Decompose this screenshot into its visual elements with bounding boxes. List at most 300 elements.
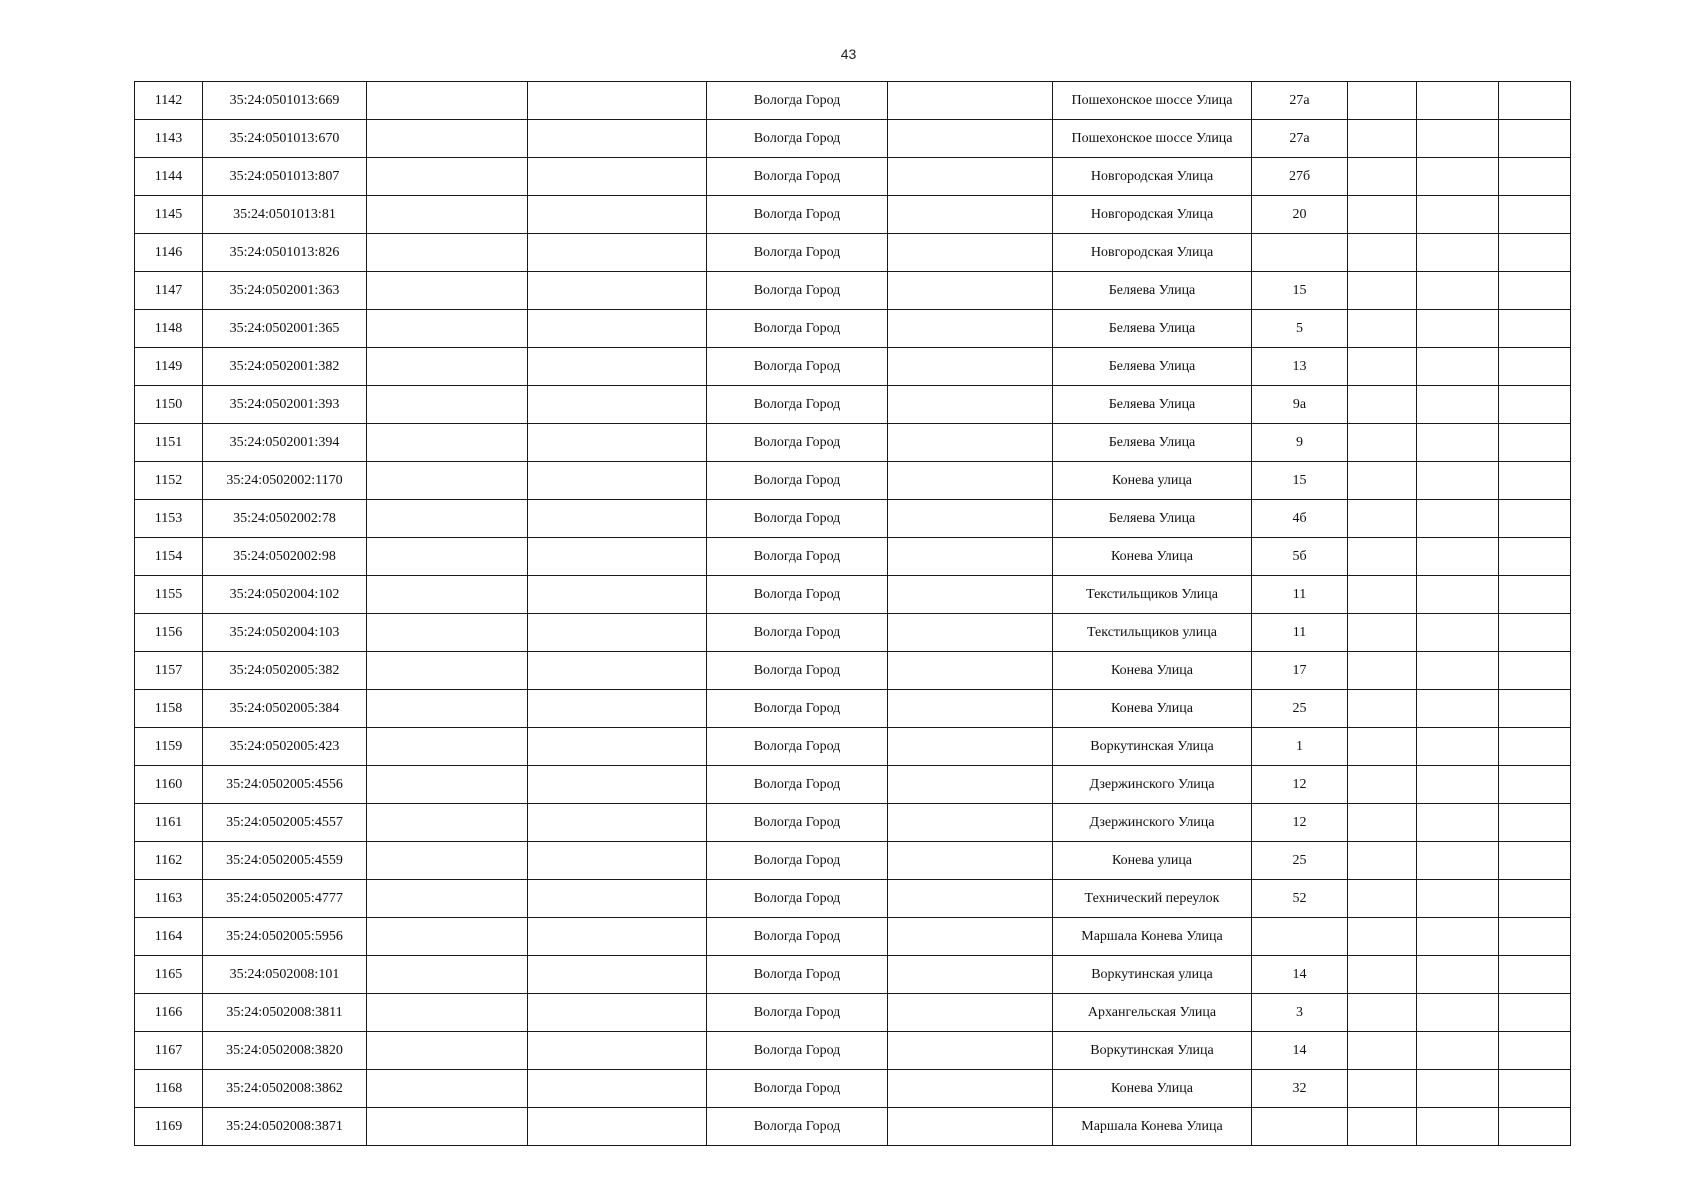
- empty-cell: [1348, 918, 1417, 956]
- house-number-cell: 27б: [1252, 158, 1348, 196]
- empty-cell: [1348, 652, 1417, 690]
- city-cell: Вологда Город: [707, 310, 888, 348]
- row-number-cell: 1154: [135, 538, 203, 576]
- street-cell: Беляева Улица: [1053, 424, 1252, 462]
- empty-cell: [1499, 386, 1571, 424]
- empty-cell: [528, 690, 707, 728]
- empty-cell: [888, 82, 1053, 120]
- row-number-cell: 1146: [135, 234, 203, 272]
- empty-cell: [888, 462, 1053, 500]
- empty-cell: [528, 956, 707, 994]
- street-cell: Беляева Улица: [1053, 386, 1252, 424]
- cadastral-number-cell: 35:24:0502001:365: [203, 310, 367, 348]
- cadastral-number-cell: 35:24:0502001:393: [203, 386, 367, 424]
- house-number-cell: 27а: [1252, 82, 1348, 120]
- city-cell: Вологда Город: [707, 500, 888, 538]
- row-number-cell: 1169: [135, 1108, 203, 1146]
- empty-cell: [1417, 766, 1499, 804]
- empty-cell: [1417, 918, 1499, 956]
- city-cell: Вологда Город: [707, 386, 888, 424]
- page-number: 43: [840, 46, 857, 62]
- city-cell: Вологда Город: [707, 576, 888, 614]
- cadastral-number-cell: 35:24:0502005:4556: [203, 766, 367, 804]
- house-number-cell: 11: [1252, 576, 1348, 614]
- cadastral-number-cell: 35:24:0502001:394: [203, 424, 367, 462]
- empty-cell: [367, 804, 528, 842]
- empty-cell: [1348, 880, 1417, 918]
- street-cell: Новгородская Улица: [1053, 234, 1252, 272]
- street-cell: Конева улица: [1053, 842, 1252, 880]
- empty-cell: [1499, 994, 1571, 1032]
- empty-cell: [1499, 956, 1571, 994]
- empty-cell: [1499, 462, 1571, 500]
- empty-cell: [888, 652, 1053, 690]
- cadastral-number-cell: 35:24:0502008:3862: [203, 1070, 367, 1108]
- table-row: [135, 234, 1571, 272]
- empty-cell: [1499, 424, 1571, 462]
- empty-cell: [367, 918, 528, 956]
- house-number-cell: [1252, 1108, 1348, 1146]
- city-cell: Вологда Город: [707, 690, 888, 728]
- cadastral-number-cell: 35:24:0502005:4557: [203, 804, 367, 842]
- street-cell: Архангельская Улица: [1053, 994, 1252, 1032]
- table-row: [135, 348, 1571, 386]
- city-cell: Вологда Город: [707, 804, 888, 842]
- empty-cell: [888, 348, 1053, 386]
- table-row: [135, 500, 1571, 538]
- empty-cell: [1499, 728, 1571, 766]
- empty-cell: [1417, 234, 1499, 272]
- empty-cell: [1417, 690, 1499, 728]
- empty-cell: [888, 1108, 1053, 1146]
- empty-cell: [1348, 234, 1417, 272]
- row-number-cell: 1152: [135, 462, 203, 500]
- cadastral-number-cell: 35:24:0502008:3871: [203, 1108, 367, 1146]
- city-cell: Вологда Город: [707, 348, 888, 386]
- empty-cell: [367, 576, 528, 614]
- empty-cell: [367, 842, 528, 880]
- row-number-cell: 1165: [135, 956, 203, 994]
- row-number-cell: 1150: [135, 386, 203, 424]
- street-cell: Воркутинская Улица: [1053, 728, 1252, 766]
- city-cell: Вологда Город: [707, 1108, 888, 1146]
- row-number-cell: 1144: [135, 158, 203, 196]
- empty-cell: [528, 500, 707, 538]
- empty-cell: [528, 728, 707, 766]
- empty-cell: [888, 728, 1053, 766]
- table-row: [135, 804, 1571, 842]
- empty-cell: [367, 348, 528, 386]
- house-number-cell: 5: [1252, 310, 1348, 348]
- empty-cell: [888, 842, 1053, 880]
- cadastral-number-cell: 35:24:0502005:4777: [203, 880, 367, 918]
- table-row: [135, 120, 1571, 158]
- street-cell: Беляева Улица: [1053, 272, 1252, 310]
- house-number-cell: [1252, 918, 1348, 956]
- city-cell: Вологда Город: [707, 728, 888, 766]
- empty-cell: [367, 386, 528, 424]
- street-cell: Дзержинского Улица: [1053, 766, 1252, 804]
- street-cell: Беляева Улица: [1053, 310, 1252, 348]
- empty-cell: [367, 956, 528, 994]
- cadastral-number-cell: 35:24:0502005:4559: [203, 842, 367, 880]
- row-number-cell: 1147: [135, 272, 203, 310]
- house-number-cell: 12: [1252, 766, 1348, 804]
- table-row: [135, 158, 1571, 196]
- row-number-cell: 1168: [135, 1070, 203, 1108]
- empty-cell: [1348, 766, 1417, 804]
- empty-cell: [1499, 880, 1571, 918]
- empty-cell: [888, 386, 1053, 424]
- table-row: [135, 310, 1571, 348]
- empty-cell: [1499, 120, 1571, 158]
- empty-cell: [367, 538, 528, 576]
- row-number-cell: 1163: [135, 880, 203, 918]
- empty-cell: [1348, 538, 1417, 576]
- empty-cell: [1417, 614, 1499, 652]
- empty-cell: [1348, 120, 1417, 158]
- empty-cell: [367, 652, 528, 690]
- row-number-cell: 1142: [135, 82, 203, 120]
- empty-cell: [528, 234, 707, 272]
- empty-cell: [1499, 576, 1571, 614]
- empty-cell: [1348, 462, 1417, 500]
- street-cell: Технический переулок: [1053, 880, 1252, 918]
- table-row: [135, 690, 1571, 728]
- empty-cell: [1499, 690, 1571, 728]
- empty-cell: [888, 690, 1053, 728]
- house-number-cell: 13: [1252, 348, 1348, 386]
- row-number-cell: 1143: [135, 120, 203, 158]
- row-number-cell: 1151: [135, 424, 203, 462]
- empty-cell: [1499, 766, 1571, 804]
- row-number-cell: 1149: [135, 348, 203, 386]
- empty-cell: [1499, 1032, 1571, 1070]
- empty-cell: [1499, 614, 1571, 652]
- empty-cell: [888, 158, 1053, 196]
- empty-cell: [1417, 386, 1499, 424]
- empty-cell: [1499, 538, 1571, 576]
- city-cell: Вологда Город: [707, 462, 888, 500]
- street-cell: Конева Улица: [1053, 1070, 1252, 1108]
- empty-cell: [528, 994, 707, 1032]
- street-cell: Маршала Конева Улица: [1053, 918, 1252, 956]
- empty-cell: [1417, 310, 1499, 348]
- city-cell: Вологда Город: [707, 120, 888, 158]
- house-number-cell: 25: [1252, 690, 1348, 728]
- empty-cell: [1417, 842, 1499, 880]
- empty-cell: [1348, 804, 1417, 842]
- city-cell: Вологда Город: [707, 652, 888, 690]
- empty-cell: [1499, 234, 1571, 272]
- house-number-cell: 25: [1252, 842, 1348, 880]
- empty-cell: [528, 120, 707, 158]
- empty-cell: [1417, 196, 1499, 234]
- empty-cell: [1499, 500, 1571, 538]
- cadastral-number-cell: 35:24:0502005:382: [203, 652, 367, 690]
- empty-cell: [1348, 956, 1417, 994]
- empty-cell: [528, 880, 707, 918]
- empty-cell: [528, 576, 707, 614]
- table-row: [135, 1032, 1571, 1070]
- row-number-cell: 1167: [135, 1032, 203, 1070]
- empty-cell: [888, 1032, 1053, 1070]
- table-row: [135, 576, 1571, 614]
- city-cell: Вологда Город: [707, 956, 888, 994]
- empty-cell: [528, 158, 707, 196]
- empty-cell: [1499, 804, 1571, 842]
- empty-cell: [1499, 196, 1571, 234]
- table-row: [135, 766, 1571, 804]
- empty-cell: [528, 1070, 707, 1108]
- cadastral-number-cell: 35:24:0502004:103: [203, 614, 367, 652]
- empty-cell: [1348, 272, 1417, 310]
- row-number-cell: 1157: [135, 652, 203, 690]
- house-number-cell: 17: [1252, 652, 1348, 690]
- empty-cell: [1417, 1070, 1499, 1108]
- empty-cell: [888, 424, 1053, 462]
- empty-cell: [1348, 842, 1417, 880]
- table-row: [135, 424, 1571, 462]
- empty-cell: [367, 424, 528, 462]
- cadastral-number-cell: 35:24:0502001:382: [203, 348, 367, 386]
- cadastral-number-cell: 35:24:0502002:98: [203, 538, 367, 576]
- table-row: [135, 196, 1571, 234]
- empty-cell: [1417, 348, 1499, 386]
- city-cell: Вологда Город: [707, 994, 888, 1032]
- city-cell: Вологда Город: [707, 918, 888, 956]
- empty-cell: [367, 1070, 528, 1108]
- cadastral-number-cell: 35:24:0502001:363: [203, 272, 367, 310]
- empty-cell: [1417, 576, 1499, 614]
- empty-cell: [1499, 842, 1571, 880]
- empty-cell: [367, 766, 528, 804]
- empty-cell: [1499, 310, 1571, 348]
- house-number-cell: 11: [1252, 614, 1348, 652]
- city-cell: Вологда Город: [707, 766, 888, 804]
- street-cell: Текстильщиков Улица: [1053, 576, 1252, 614]
- table-row: [135, 614, 1571, 652]
- empty-cell: [1417, 120, 1499, 158]
- street-cell: Новгородская Улица: [1053, 158, 1252, 196]
- empty-cell: [367, 272, 528, 310]
- street-cell: Маршала Конева Улица: [1053, 1108, 1252, 1146]
- city-cell: Вологда Город: [707, 614, 888, 652]
- empty-cell: [1348, 1108, 1417, 1146]
- empty-cell: [888, 994, 1053, 1032]
- row-number-cell: 1155: [135, 576, 203, 614]
- cadastral-number-cell: 35:24:0502005:384: [203, 690, 367, 728]
- empty-cell: [888, 576, 1053, 614]
- empty-cell: [528, 386, 707, 424]
- city-cell: Вологда Город: [707, 1032, 888, 1070]
- table-row: [135, 82, 1571, 120]
- street-cell: Пошехонское шоссе Улица: [1053, 120, 1252, 158]
- house-number-cell: 15: [1252, 462, 1348, 500]
- empty-cell: [888, 538, 1053, 576]
- house-number-cell: 20: [1252, 196, 1348, 234]
- empty-cell: [1417, 1108, 1499, 1146]
- street-cell: Беляева Улица: [1053, 348, 1252, 386]
- empty-cell: [1499, 1070, 1571, 1108]
- empty-cell: [528, 462, 707, 500]
- table-row: [135, 728, 1571, 766]
- empty-cell: [367, 1108, 528, 1146]
- empty-cell: [1417, 728, 1499, 766]
- city-cell: Вологда Город: [707, 82, 888, 120]
- row-number-cell: 1161: [135, 804, 203, 842]
- street-cell: Конева Улица: [1053, 538, 1252, 576]
- row-number-cell: 1148: [135, 310, 203, 348]
- cadastral-number-cell: 35:24:0501013:670: [203, 120, 367, 158]
- cadastral-number-cell: 35:24:0501013:669: [203, 82, 367, 120]
- empty-cell: [1348, 614, 1417, 652]
- street-cell: Конева улица: [1053, 462, 1252, 500]
- house-number-cell: 4б: [1252, 500, 1348, 538]
- table-row: [135, 842, 1571, 880]
- table-body: [135, 82, 1571, 1146]
- empty-cell: [528, 918, 707, 956]
- house-number-cell: 12: [1252, 804, 1348, 842]
- empty-cell: [1348, 1032, 1417, 1070]
- house-number-cell: 14: [1252, 1032, 1348, 1070]
- empty-cell: [1417, 538, 1499, 576]
- row-number-cell: 1160: [135, 766, 203, 804]
- cadastral-number-cell: 35:24:0502004:102: [203, 576, 367, 614]
- empty-cell: [1417, 1032, 1499, 1070]
- empty-cell: [888, 196, 1053, 234]
- empty-cell: [1348, 994, 1417, 1032]
- cadastral-number-cell: 35:24:0502002:1170: [203, 462, 367, 500]
- cadastral-number-cell: 35:24:0501013:807: [203, 158, 367, 196]
- empty-cell: [888, 880, 1053, 918]
- table-row: [135, 956, 1571, 994]
- empty-cell: [888, 918, 1053, 956]
- empty-cell: [528, 842, 707, 880]
- empty-cell: [528, 652, 707, 690]
- street-cell: Конева Улица: [1053, 690, 1252, 728]
- empty-cell: [1417, 424, 1499, 462]
- empty-cell: [1499, 1108, 1571, 1146]
- empty-cell: [367, 994, 528, 1032]
- empty-cell: [1417, 500, 1499, 538]
- empty-cell: [1348, 386, 1417, 424]
- empty-cell: [1348, 728, 1417, 766]
- empty-cell: [528, 1032, 707, 1070]
- house-number-cell: 32: [1252, 1070, 1348, 1108]
- cadastral-number-cell: 35:24:0502005:5956: [203, 918, 367, 956]
- empty-cell: [528, 348, 707, 386]
- empty-cell: [367, 158, 528, 196]
- empty-cell: [367, 82, 528, 120]
- empty-cell: [1348, 690, 1417, 728]
- empty-cell: [1417, 272, 1499, 310]
- row-number-cell: 1164: [135, 918, 203, 956]
- empty-cell: [1499, 918, 1571, 956]
- city-cell: Вологда Город: [707, 272, 888, 310]
- empty-cell: [367, 614, 528, 652]
- street-cell: Конева Улица: [1053, 652, 1252, 690]
- empty-cell: [528, 766, 707, 804]
- empty-cell: [1348, 348, 1417, 386]
- street-cell: Дзержинского Улица: [1053, 804, 1252, 842]
- empty-cell: [367, 690, 528, 728]
- empty-cell: [528, 82, 707, 120]
- city-cell: Вологда Город: [707, 1070, 888, 1108]
- empty-cell: [888, 120, 1053, 158]
- empty-cell: [367, 728, 528, 766]
- house-number-cell: 15: [1252, 272, 1348, 310]
- empty-cell: [1348, 196, 1417, 234]
- empty-cell: [1417, 880, 1499, 918]
- empty-cell: [1417, 462, 1499, 500]
- empty-cell: [528, 310, 707, 348]
- street-cell: Новгородская Улица: [1053, 196, 1252, 234]
- table-row: [135, 880, 1571, 918]
- empty-cell: [888, 234, 1053, 272]
- empty-cell: [888, 614, 1053, 652]
- empty-cell: [1417, 82, 1499, 120]
- empty-cell: [367, 1032, 528, 1070]
- street-cell: Текстильщиков улица: [1053, 614, 1252, 652]
- empty-cell: [1499, 652, 1571, 690]
- empty-cell: [528, 424, 707, 462]
- empty-cell: [528, 804, 707, 842]
- empty-cell: [1417, 158, 1499, 196]
- row-number-cell: 1166: [135, 994, 203, 1032]
- empty-cell: [367, 880, 528, 918]
- table-row: [135, 1070, 1571, 1108]
- city-cell: Вологда Город: [707, 880, 888, 918]
- empty-cell: [888, 766, 1053, 804]
- house-number-cell: 3: [1252, 994, 1348, 1032]
- table-row: [135, 386, 1571, 424]
- house-number-cell: 9: [1252, 424, 1348, 462]
- empty-cell: [367, 234, 528, 272]
- empty-cell: [1499, 82, 1571, 120]
- empty-cell: [367, 500, 528, 538]
- empty-cell: [528, 196, 707, 234]
- empty-cell: [888, 956, 1053, 994]
- empty-cell: [888, 272, 1053, 310]
- empty-cell: [1348, 310, 1417, 348]
- table-row: [135, 918, 1571, 956]
- house-number-cell: 1: [1252, 728, 1348, 766]
- empty-cell: [1348, 424, 1417, 462]
- table-row: [135, 462, 1571, 500]
- cadastral-number-cell: 35:24:0501013:826: [203, 234, 367, 272]
- city-cell: Вологда Город: [707, 196, 888, 234]
- empty-cell: [1499, 272, 1571, 310]
- row-number-cell: 1159: [135, 728, 203, 766]
- empty-cell: [1348, 1070, 1417, 1108]
- table-row: [135, 994, 1571, 1032]
- street-cell: Воркутинская Улица: [1053, 1032, 1252, 1070]
- street-cell: Пошехонское шоссе Улица: [1053, 82, 1252, 120]
- cadastral-number-cell: 35:24:0502008:3811: [203, 994, 367, 1032]
- empty-cell: [367, 196, 528, 234]
- house-number-cell: [1252, 234, 1348, 272]
- row-number-cell: 1153: [135, 500, 203, 538]
- row-number-cell: 1156: [135, 614, 203, 652]
- empty-cell: [888, 1070, 1053, 1108]
- empty-cell: [888, 500, 1053, 538]
- table-row: [135, 1108, 1571, 1146]
- empty-cell: [1417, 956, 1499, 994]
- city-cell: Вологда Город: [707, 424, 888, 462]
- table-row: [135, 538, 1571, 576]
- empty-cell: [888, 804, 1053, 842]
